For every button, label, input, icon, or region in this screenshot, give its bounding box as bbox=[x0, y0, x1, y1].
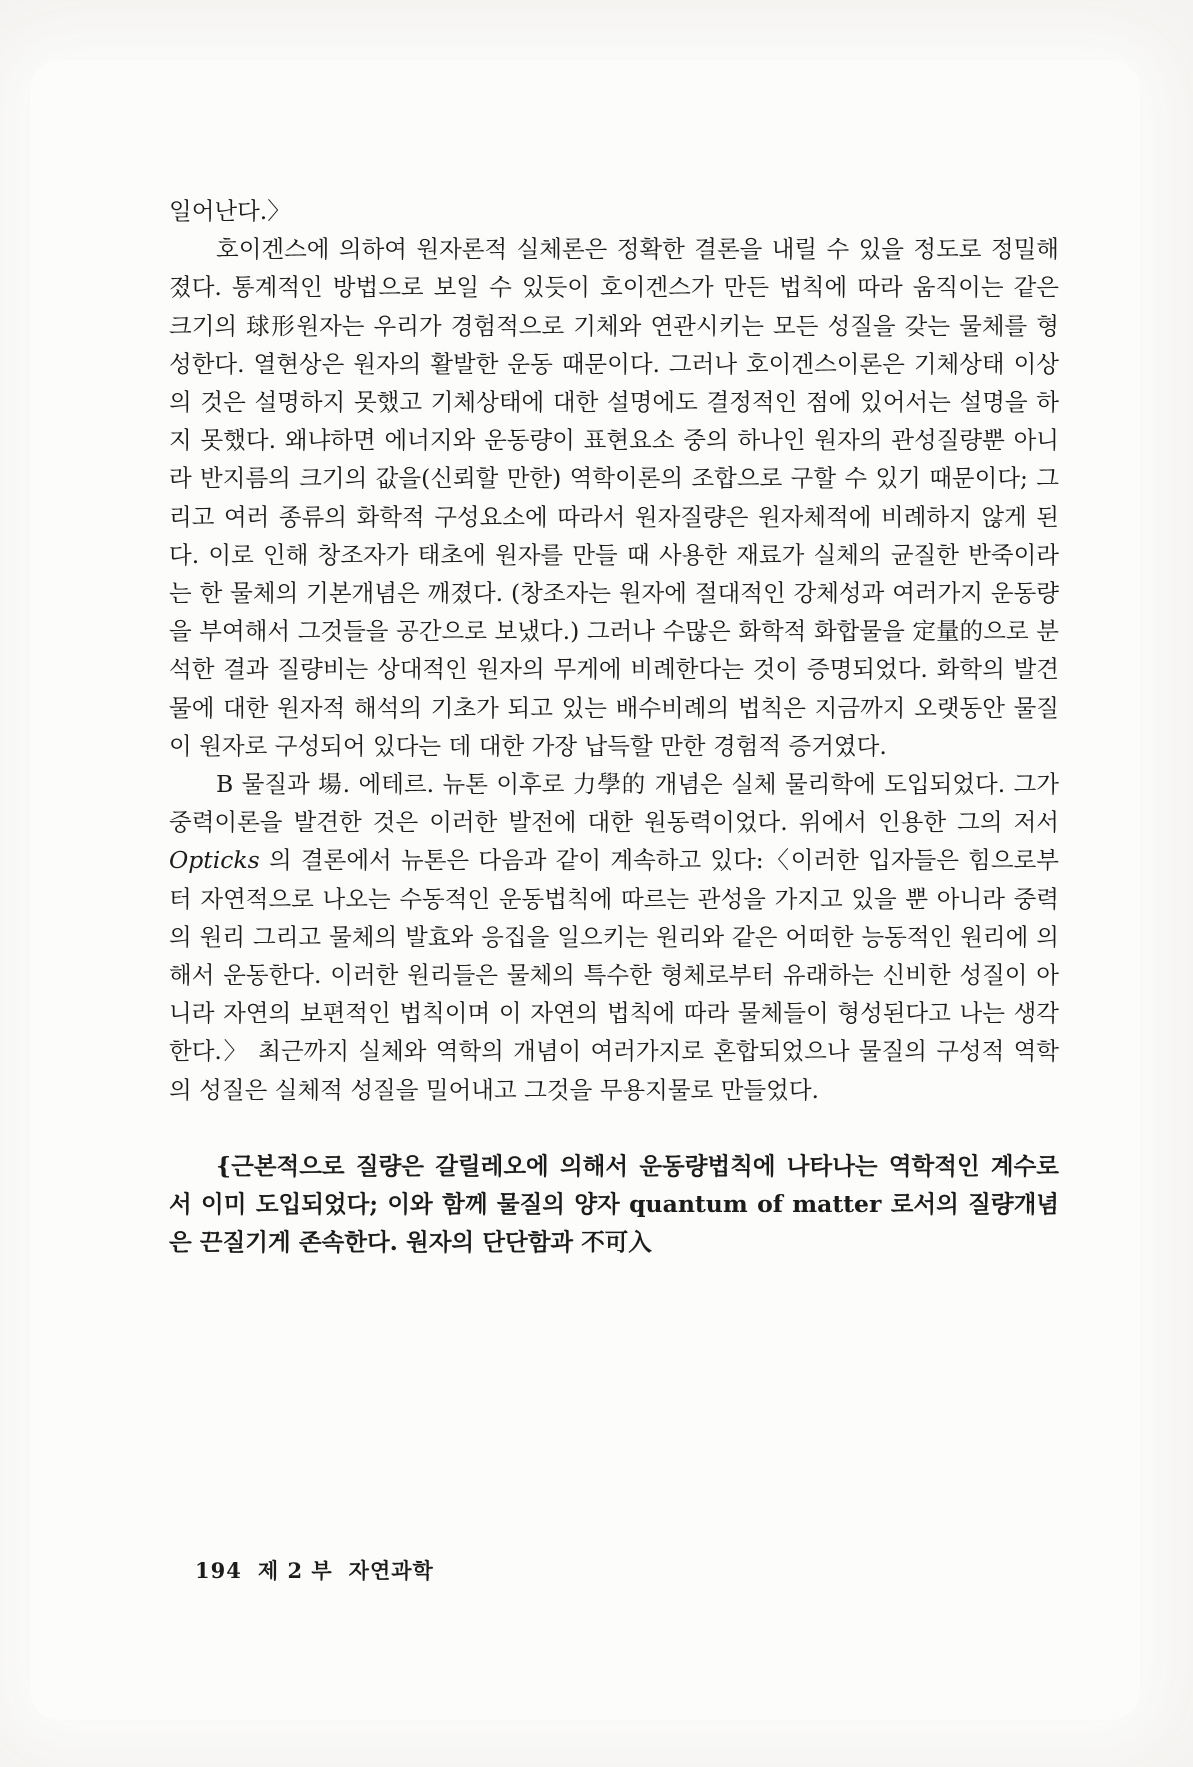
part-label: 제 2 부 bbox=[257, 1558, 333, 1583]
paragraph-matter-and-field-start: B 물질과 場. 에테르. 뉴톤 이후로 力學的 개념은 실체 물리학에 도입되었다. 그가 중력이론을 발견한 것은 이러한 발전에 대한 원동력이었다. 위에서 인용한 그의 저서 bbox=[169, 770, 1059, 837]
page-footer bbox=[195, 1555, 450, 1585]
paragraph-continuation: 일어난다.〉 bbox=[169, 197, 291, 225]
paragraph-huygens: 호이겐스에 의하여 원자론적 실체론은 정확한 결론을 내릴 수 있을 정도로 정밀해졌다. 통계적인 방법으로 보일 수 있듯이 호이겐스가 만든 법칙에 따라 움직이는 같은 크기의 球形원자는 우리가 경험적으로 기체와 연관시키는 모든 성질을 갖는 물체를 형성한다. 열현상은 원자의 활발한 운동 때문이다. 그러나 호이겐스이론은 기체상태 이상의 것은 설명하지 못했고 기체상태에 대한 설명에도 결정적인 점에 있어서는 설명을 하지 못했다. 왜냐하면 에너지와 운동량이 표현요소 중의 하나인 원자의 관성질량뿐 아니라 반지름의 크기의 값을(신뢰할 만한) 역학이론의 조합으로 구할 수 있기 때문이다; 그리고 여러 종류의 화학적 구성요소에 따라서 원자질량은 원자체적에 비례하지 않게 된다. 이로 인해 창조자가 태초에 원자를 만들 때 사용한 재료가 실체의 균질한 반죽이라는 한 물체의 기본개념은 깨졌다. (창조자는 원자에 절대적인 강체성과 여러가지 운동량을 부여해서 그것들을 공간으로 보냈다.) 그러나 수많은 화학적 화합물을 定量的으로 분석한 결과 질량비는 상대적인 원자의 무게에 비례한다는 것이 증명되었다. 화학의 발견물에 대한 원자적 해석의 기초가 되고 있는 배수비례의 법칙은 지금까지 오랫동안 물질이 원자로 구성되어 있다는 데 대한 가장 납득할 만한 경험적 증거였다. bbox=[169, 235, 1059, 760]
section-label: 자연과학 bbox=[348, 1558, 434, 1583]
paragraph-matter-and-field-end: 의 결론에서 뉴톤은 다음과 같이 계속하고 있다:〈이러한 입자들은 힘으로부터 자연적으로 나오는 수동적인 운동법칙에 따르는 관성을 가지고 있을 뿐 아니라 중력의 원리 그리고 물체의 발효와 응집을 일으키는 원리와 같은 어떠한 능동적인 원리에 의해서 운동한다. 이러한 원리들은 물체의 특수한 형체로부터 유래하는 신비한 성질이 아니라 자연의 보편적인 법칙이며 이 자연의 법칙에 따라 물체들이 형성된다고 나는 생각한다.〉 최근까지 실체와 역학의 개념이 여러가지로 혼합되었으나 물질의 구성적 역학의 성질은 실체적 성질을 밀어내고 그것을 무용지물로 만들었다. bbox=[169, 846, 1059, 1104]
page-number: 194 bbox=[195, 1558, 242, 1583]
body-text bbox=[169, 192, 1059, 1261]
opticks-title: Opticks bbox=[169, 846, 260, 875]
paragraph-mass-note: {근본적으로 질량은 갈릴레오에 의해서 운동량법칙에 나타나는 역학적인 계수로서 이미 도입되었다; 이와 함께 물질의 양자 quantum of matter 로서의 질량개념은 끈질기게 존속한다. 원자의 단단함과 不可入 bbox=[169, 1151, 1059, 1257]
paragraph-matter-and-field bbox=[169, 765, 1059, 1109]
